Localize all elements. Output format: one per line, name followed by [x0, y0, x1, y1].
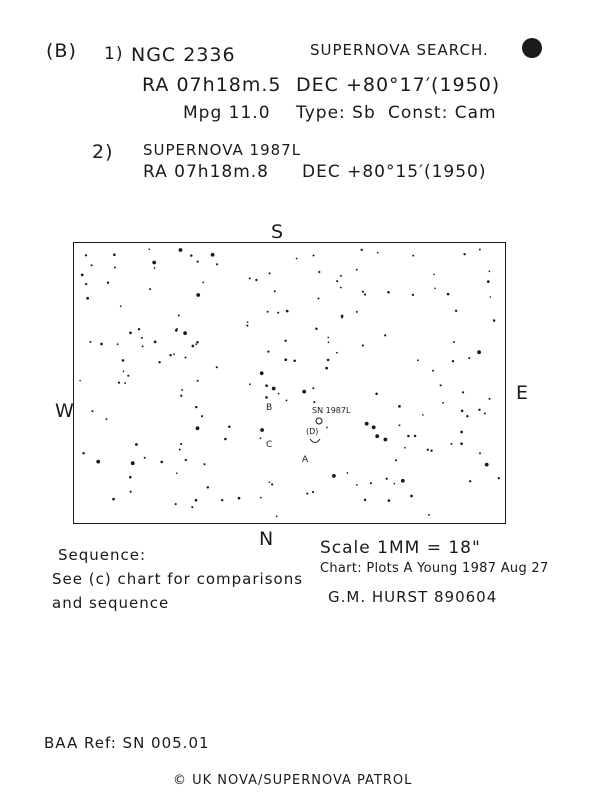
star: [284, 340, 286, 342]
star: [190, 254, 192, 256]
star: [478, 409, 480, 411]
chart-label-sn: SN 1987L: [312, 406, 351, 415]
star: [260, 437, 262, 439]
star: [469, 480, 471, 482]
star: [122, 359, 125, 362]
star: [399, 424, 401, 426]
star: [195, 343, 197, 345]
star: [131, 461, 135, 465]
direction-west: W: [55, 400, 75, 422]
star: [341, 317, 343, 319]
star: [462, 391, 464, 393]
star: [158, 361, 160, 363]
sequence-heading: Sequence:: [58, 546, 147, 564]
star: [388, 499, 391, 502]
star: [260, 428, 264, 432]
star: [327, 359, 330, 362]
star: [112, 498, 115, 501]
star: [130, 491, 132, 493]
star: [432, 370, 434, 372]
star: [120, 305, 122, 307]
star: [328, 341, 330, 343]
star: [293, 359, 296, 362]
star: [318, 298, 320, 300]
star: [154, 267, 156, 269]
star: [327, 337, 329, 339]
star: [417, 359, 419, 361]
star: [356, 484, 358, 486]
star: [207, 486, 209, 488]
star: [265, 396, 268, 399]
item-1-number: 1): [104, 44, 124, 64]
star: [461, 410, 464, 413]
star: [361, 249, 363, 251]
star: [332, 474, 336, 478]
star: [384, 334, 386, 336]
star: [107, 282, 109, 284]
star: [493, 319, 496, 322]
star: [129, 476, 132, 479]
star: [313, 401, 315, 403]
star: [433, 274, 435, 276]
star: [452, 360, 454, 362]
star: [238, 497, 241, 500]
star: [185, 357, 187, 359]
star: [463, 253, 465, 255]
star: [173, 353, 175, 355]
star: [85, 254, 87, 256]
star: [296, 258, 298, 260]
star: [202, 281, 204, 283]
star: [142, 345, 144, 347]
item-1-type: Type: Sb: [296, 103, 376, 123]
star: [365, 422, 369, 426]
star: [127, 375, 129, 377]
star: [468, 357, 470, 359]
star: [176, 472, 178, 474]
star: [203, 463, 205, 465]
star: [197, 261, 199, 263]
chart-label-c: C: [266, 440, 273, 450]
star: [455, 310, 457, 312]
star: [267, 311, 269, 313]
star: [401, 479, 405, 483]
star: [386, 478, 388, 480]
star: [362, 291, 364, 293]
star: [460, 431, 463, 434]
star: [312, 254, 314, 256]
star: [453, 341, 455, 343]
star: [276, 516, 278, 518]
star: [447, 293, 450, 296]
star: [286, 310, 289, 313]
star: [197, 380, 199, 382]
star: [195, 499, 198, 502]
star: [216, 263, 218, 265]
star: [160, 461, 163, 464]
star: [272, 387, 276, 391]
star: [375, 393, 378, 396]
star: [179, 248, 183, 252]
galaxy-arc: [310, 439, 320, 443]
sequence-line-2: and sequence: [52, 594, 170, 612]
star: [479, 452, 481, 454]
star: [277, 312, 279, 314]
supernova-marker: [316, 418, 322, 424]
star: [410, 495, 413, 498]
star: [377, 252, 379, 254]
star: [100, 343, 103, 346]
star: [96, 460, 100, 464]
star: [498, 477, 500, 479]
star: [422, 414, 424, 416]
star: [394, 483, 396, 485]
star: [347, 472, 349, 474]
star: [118, 381, 120, 383]
star: [191, 506, 193, 508]
star: [216, 366, 218, 368]
star: [450, 443, 452, 445]
star: [412, 255, 414, 257]
star: [260, 497, 262, 499]
direction-north: N: [259, 528, 275, 550]
baa-reference: BAA Ref: SN 005.01: [44, 734, 210, 752]
star: [269, 272, 271, 274]
star: [181, 389, 183, 391]
star: [440, 384, 442, 386]
star: [183, 331, 187, 335]
star: [91, 410, 93, 412]
direction-south: S: [271, 221, 285, 243]
star: [274, 290, 276, 292]
star: [326, 427, 328, 429]
star: [89, 341, 91, 343]
star: [427, 449, 429, 451]
star: [269, 481, 271, 483]
star: [325, 367, 328, 370]
star: [375, 434, 379, 438]
star: [488, 398, 490, 400]
item-1-title: SUPERNOVA SEARCH.: [310, 41, 489, 59]
star: [364, 293, 366, 295]
star: [434, 287, 436, 289]
star: [138, 328, 140, 330]
star: [442, 402, 444, 404]
item-2-number: 2): [92, 141, 114, 163]
item-1-magnitude: Mpg 11.0: [183, 103, 271, 123]
star: [484, 413, 486, 415]
star: [312, 387, 314, 389]
star: [384, 438, 388, 442]
star-chart: [73, 242, 506, 524]
star: [169, 354, 171, 356]
star: [315, 328, 318, 331]
star: [178, 315, 180, 317]
star: [221, 499, 223, 501]
star: [247, 321, 249, 323]
star: [196, 293, 200, 297]
star: [154, 341, 157, 344]
star: [487, 280, 490, 283]
star: [265, 384, 268, 387]
star: [340, 275, 342, 277]
star: [196, 341, 198, 343]
chart-label-a: A: [302, 455, 309, 465]
item-2-object: SUPERNOVA 1987L: [143, 141, 302, 159]
star: [395, 459, 397, 461]
star: [144, 457, 146, 459]
star: [82, 452, 84, 454]
star: [180, 443, 182, 445]
star: [224, 438, 227, 441]
star: [271, 483, 273, 485]
star: [318, 271, 320, 273]
star: [180, 395, 182, 397]
star: [260, 371, 264, 375]
item-1-dec: DEC +80°17′(1950): [296, 74, 501, 96]
star: [141, 337, 143, 339]
star: [117, 343, 119, 345]
ink-blot: [522, 38, 542, 58]
star: [201, 415, 203, 417]
star: [336, 352, 338, 354]
star: [175, 503, 177, 505]
star: [114, 267, 116, 269]
sequence-line-1: See (c) chart for comparisons: [52, 570, 304, 588]
star: [196, 426, 200, 430]
star: [185, 459, 187, 461]
star: [414, 435, 416, 437]
chart-credit: Chart: Plots A Young 1987 Aug 27: [320, 561, 549, 576]
star: [152, 261, 156, 265]
star: [191, 345, 194, 348]
star: [489, 296, 491, 298]
star: [106, 418, 108, 420]
star: [148, 248, 150, 250]
star: [404, 447, 406, 449]
star: [398, 405, 401, 408]
star: [372, 425, 376, 429]
star: [85, 283, 87, 285]
star: [489, 271, 491, 273]
star: [460, 442, 463, 445]
star: [428, 514, 430, 516]
star: [175, 329, 178, 332]
star: [249, 383, 251, 385]
star: [267, 350, 269, 352]
star: [255, 279, 257, 281]
section-label: (B): [46, 40, 77, 62]
star: [340, 287, 342, 289]
star: [91, 264, 93, 266]
item-1-ra: RA 07h18m.5: [142, 74, 282, 96]
star: [356, 269, 358, 271]
star: [364, 499, 367, 502]
star: [278, 393, 280, 395]
chart-scale: Scale 1MM = 18": [320, 538, 481, 558]
star: [124, 382, 126, 384]
star: [179, 449, 181, 451]
star: [79, 380, 81, 382]
star: [356, 311, 358, 313]
star: [477, 350, 481, 354]
star: [228, 425, 231, 428]
star: [86, 297, 89, 300]
star: [113, 253, 116, 256]
star: [479, 249, 481, 251]
star: [387, 291, 390, 294]
star: [336, 280, 338, 282]
star: [430, 450, 432, 452]
star: [135, 443, 138, 446]
star: [286, 399, 288, 401]
star: [407, 435, 409, 437]
item-2-dec: DEC +80°15′(1950): [302, 162, 487, 182]
item-2-ra: RA 07h18m.8: [143, 162, 269, 182]
star: [370, 482, 372, 484]
star-field: [74, 243, 507, 525]
chart-author: G.M. HURST 890604: [328, 588, 498, 606]
star: [284, 358, 287, 361]
star: [123, 371, 125, 373]
copyright-line: © UK NOVA/SUPERNOVA PATROL: [173, 773, 413, 788]
direction-east: E: [516, 382, 530, 404]
star: [81, 274, 84, 277]
star: [211, 253, 215, 257]
item-1-object: NGC 2336: [131, 44, 236, 66]
star: [249, 277, 251, 279]
chart-label-d: (D): [306, 427, 319, 436]
star: [302, 390, 306, 394]
star: [362, 344, 364, 346]
star: [312, 491, 314, 493]
chart-label-b: B: [266, 403, 273, 413]
star: [149, 288, 151, 290]
star: [246, 325, 248, 327]
star: [306, 493, 308, 495]
star: [466, 415, 468, 417]
star: [195, 406, 197, 408]
star: [485, 463, 489, 467]
star: [412, 294, 414, 296]
item-1-constellation: Const: Cam: [388, 103, 497, 123]
star: [129, 332, 132, 335]
